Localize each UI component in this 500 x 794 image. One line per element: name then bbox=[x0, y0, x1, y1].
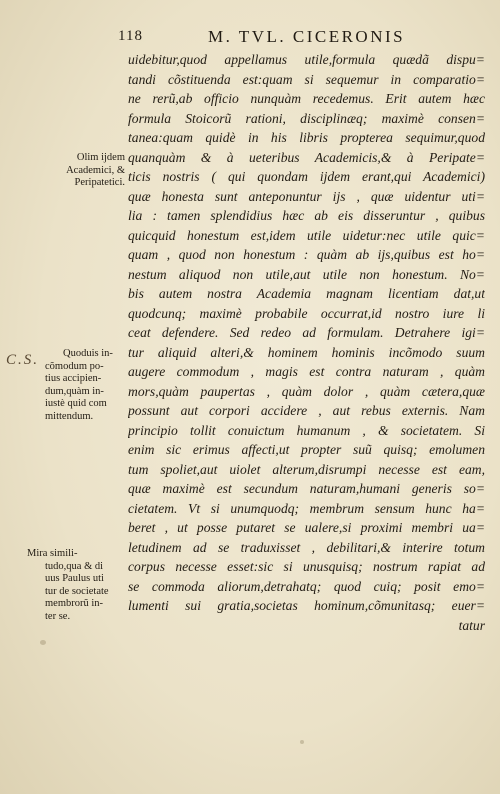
margin-note-line: uus Paulus uti bbox=[45, 573, 104, 584]
body-line: ceat defendere. Sed redeo ad formulam. Detrahere igi= bbox=[128, 325, 485, 340]
margin-note-line: ter se. bbox=[45, 610, 71, 622]
body-line: mors,quàm paupertas , quàm dolor , quàm cætera,quæ bbox=[128, 383, 485, 399]
margin-note-line: dum,quàm in- bbox=[45, 385, 104, 397]
margin-note-line: Quoduis in- bbox=[63, 348, 113, 359]
margin-note-similitudo bbox=[5, 548, 125, 623]
body-line: corpus necesse esset:sic si unusquisq; nostrum rapiat ad bbox=[128, 559, 485, 574]
body-line: ticis nostris ( qui quondam ijdem erant,qui Academici) bbox=[128, 169, 485, 184]
body-line: formula Stoicorũ rationi, disciplinæq; maximè consen= bbox=[128, 110, 485, 126]
handwritten-annotation: C.S. bbox=[6, 352, 40, 368]
body-line: tandi cõstituenda est:quam si sequemur in comparatio= bbox=[128, 71, 485, 87]
body-line: enim sic erimus affecti,ut propter suũ quisq; emolumen bbox=[128, 442, 485, 457]
body-line: cietatem. Vt si unumquodq; membrum sensum hunc ha= bbox=[128, 500, 485, 516]
margin-note-line: Peripatetici. bbox=[74, 177, 125, 188]
paper-stain bbox=[300, 740, 304, 744]
body-line: quæ maximè est secundum naturam,humani generis so= bbox=[128, 481, 485, 496]
body-line: letudinem ad se traduxisset , debilitari,& interire totum bbox=[128, 539, 485, 555]
margin-note-line: Academici, & bbox=[66, 164, 125, 176]
body-line: tur aliquid alteri,& hominem hominis incõmodo suum bbox=[128, 344, 485, 360]
margin-note-line: mittendum. bbox=[45, 410, 94, 422]
body-line: ne rerũ,ab officio nunquàm recedemus. Erit autem hæc bbox=[128, 91, 485, 106]
body-line: lumenti sui gratia,societas hominum,cõmunitasq; euer= bbox=[128, 598, 485, 613]
body-line: lia : tamen splendidius hæc ab eis disseruntur , quibus bbox=[128, 208, 485, 223]
margin-note-line: Olim ijdem bbox=[76, 152, 125, 163]
margin-note-line: Mira simili- bbox=[27, 548, 78, 559]
margin-note-academici bbox=[5, 152, 125, 190]
running-head: M. TVL. CICERONIS bbox=[208, 27, 406, 46]
body-line: quanquàm & à ueteribus Academicis,& à Peripate= bbox=[128, 149, 485, 165]
body-line: quodcunq; maximè probabile occurrat,id nostro iure li bbox=[128, 305, 485, 321]
body-line: possunt aut corpori accidere , aut rebus externis. Nam bbox=[128, 403, 485, 418]
page-header bbox=[118, 24, 463, 48]
margin-note-incommodum bbox=[5, 348, 125, 423]
body-line: se commoda aliorum,detrahatq; quod cuiq; posit emo= bbox=[128, 578, 485, 594]
margin-note-line: tudo,qua & di bbox=[45, 560, 104, 572]
margin-note-line: membrorũ in- bbox=[45, 598, 104, 609]
body-line: tum spoliet,aut uiolet alterum,disrumpi necesse est eam, bbox=[128, 461, 485, 477]
body-line: bis autem nostra Academia magnam licentiam dat,ut bbox=[128, 286, 485, 301]
margin-note-line: iustè quid com bbox=[45, 398, 107, 409]
body-line: nestum aliquod non utile,aut utile non honestum. No= bbox=[128, 266, 485, 282]
body-line: quæ honesta sunt anteponuntur ijs , quæ uidentur uti= bbox=[128, 188, 485, 204]
body-line: quicquid honestum est,idem utile uidetur:nec utile quic= bbox=[128, 227, 485, 243]
body-line: augere commodum , magis est contra naturam , quàm bbox=[128, 364, 485, 379]
margin-note-line: cõmodum po- bbox=[45, 360, 104, 372]
margin-note-line: tius accipien- bbox=[45, 373, 102, 384]
body-line: uidebitur,quod appellamus utile,formula quædã dispu= bbox=[128, 52, 485, 67]
body-line: tanea:quam quidè in his libris propterea sequimur,quod bbox=[128, 130, 485, 145]
margin-note-line: tur de societate bbox=[45, 585, 109, 597]
body-text bbox=[128, 50, 485, 635]
body-line: beret , ut posse putaret se ualere,si proximi membri ua= bbox=[128, 520, 485, 535]
catchword: tatur bbox=[458, 617, 485, 633]
body-line: principio tollit conuictum humanum , & societatem. Si bbox=[128, 422, 485, 438]
paper-stain bbox=[40, 640, 46, 645]
page-number: 118 bbox=[118, 28, 143, 44]
body-line: quam , quod non honestum : quàm ab ijs,quibus est ho= bbox=[128, 247, 485, 262]
